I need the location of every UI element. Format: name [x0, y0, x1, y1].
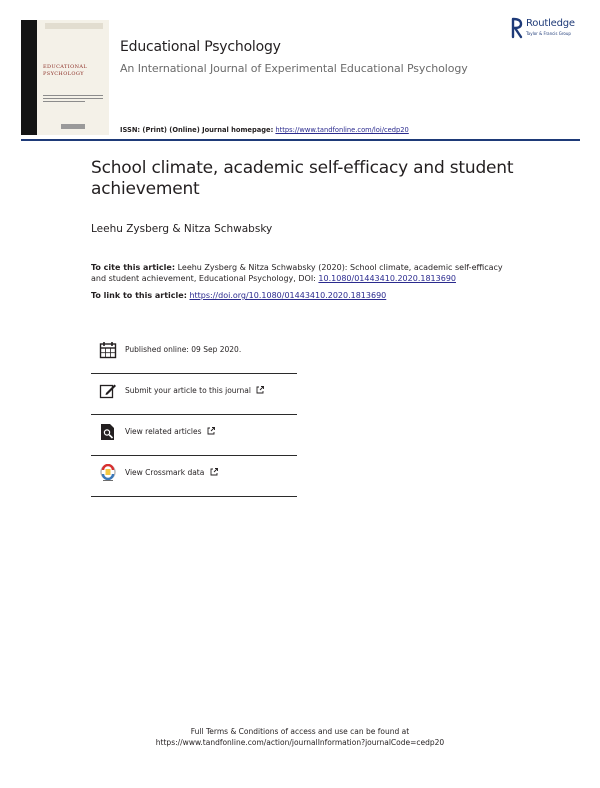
cover-subtitle-lines: [43, 95, 103, 105]
article-url-link[interactable]: https://doi.org/10.1080/01443410.2020.1813690: [189, 291, 387, 300]
search-document-icon: [99, 423, 117, 441]
publisher-logo[interactable]: [511, 17, 586, 41]
related-articles-label: View related articles: [125, 427, 202, 436]
published-online: [91, 333, 297, 374]
link-label: To link to this article:: [91, 291, 187, 300]
crossmark-link[interactable]: [91, 456, 297, 497]
journal-cover: [21, 20, 109, 135]
submit-article-link[interactable]: [91, 374, 297, 415]
routledge-r-icon: [511, 17, 523, 39]
crossmark-text: [125, 468, 218, 477]
article-actions: [91, 333, 297, 497]
article-link: [91, 291, 386, 300]
published-online-text: Published online: 09 Sep 2020.: [125, 345, 242, 354]
cover-title-line1: EDUCATIONAL: [43, 64, 88, 70]
external-link-icon: [210, 468, 218, 476]
external-link-icon: [256, 386, 264, 394]
cover-strip: [45, 23, 103, 29]
journal-subtitle: An International Journal of Experimental Educational Psychology: [120, 62, 468, 75]
cover-publisher-logo: [61, 124, 85, 129]
doi-link[interactable]: 10.1080/01443410.2020.1813690: [318, 274, 456, 283]
publisher-name: Routledge: [526, 18, 575, 29]
calendar-icon: [99, 341, 117, 359]
publisher-tagline: Taylor & Francis Group: [526, 31, 571, 36]
article-authors: Leehu Zysberg & Nitza Schwabsky: [91, 223, 273, 235]
issn-line: [120, 126, 409, 134]
cite-label: To cite this article:: [91, 263, 176, 272]
terms-footer: [0, 726, 600, 748]
external-link-icon: [207, 427, 215, 435]
crossmark-label: View Crossmark data: [125, 468, 205, 477]
issn-label: ISSN: (Print) (Online) Journal homepage:: [120, 126, 274, 134]
cover-title: [43, 64, 107, 78]
related-articles-text: [125, 427, 215, 436]
edit-icon: [99, 382, 117, 400]
submit-article-label: Submit your article to this journal: [125, 386, 251, 395]
terms-link[interactable]: https://www.tandfonline.com/action/journalInformation?journalCode=cedp20: [155, 738, 445, 747]
article-title: School climate, academic self-efficacy and student achievement: [91, 158, 514, 199]
submit-article-text: [125, 386, 264, 395]
related-articles-link[interactable]: [91, 415, 297, 456]
citation: [91, 262, 511, 284]
terms-text: Full Terms & Conditions of access and use can be found at: [190, 727, 410, 736]
header-divider: [21, 139, 580, 141]
cite-text: Leehu Zysberg & Nitza Schwabsky (2020): School climate, academic self-efficacy and student achievement, Educational Psychology, DOI:: [91, 263, 503, 283]
cover-title-line2: PSYCHOLOGY: [43, 71, 84, 77]
journal-name: Educational Psychology: [120, 39, 281, 55]
journal-homepage-link[interactable]: https://www.tandfonline.com/loi/cedp20: [275, 126, 409, 134]
crossmark-icon: [99, 464, 117, 482]
